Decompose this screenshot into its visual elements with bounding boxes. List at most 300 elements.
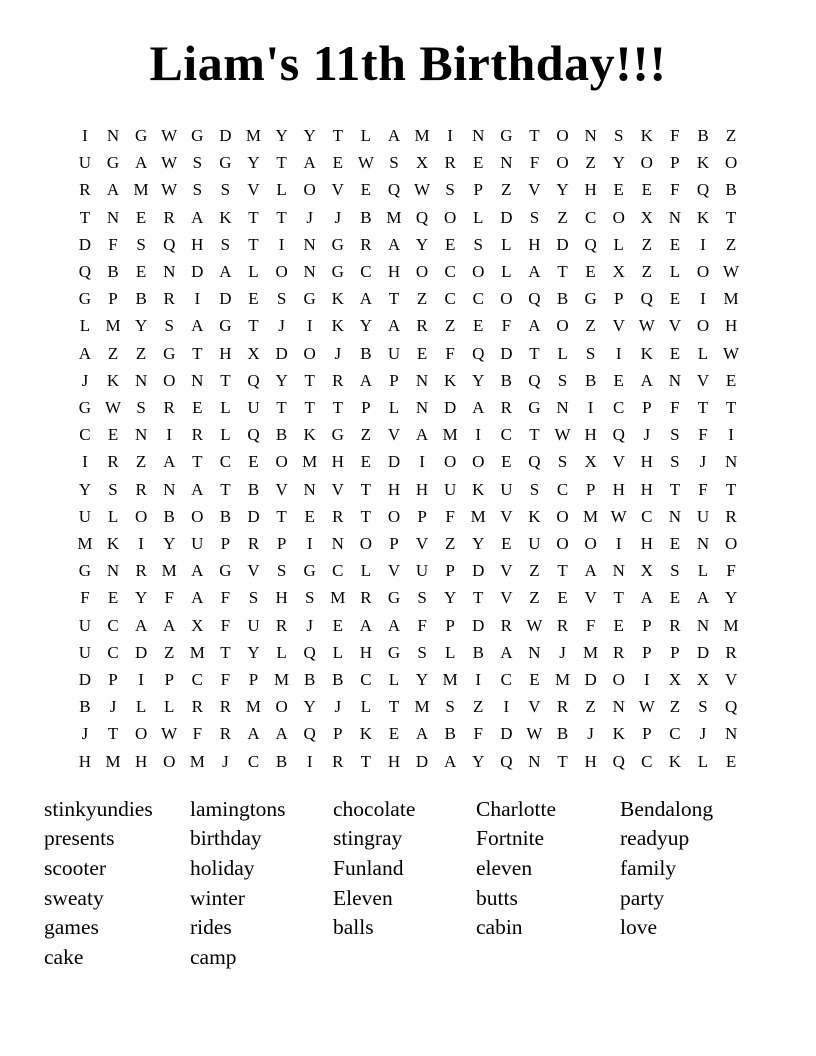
grid-cell[interactable]: K xyxy=(472,479,485,499)
grid-cell[interactable]: T xyxy=(473,588,484,608)
grid-cell[interactable]: E xyxy=(388,724,400,744)
grid-cell[interactable]: E xyxy=(473,153,484,173)
grid-cell[interactable]: F xyxy=(529,153,540,173)
grid-cell[interactable]: L xyxy=(276,642,287,662)
grid-cell[interactable]: R xyxy=(500,615,512,635)
grid-cell[interactable]: F xyxy=(80,588,90,608)
grid-cell[interactable]: S xyxy=(557,370,568,390)
grid-cell[interactable]: P xyxy=(585,479,596,499)
grid-cell[interactable]: Z xyxy=(641,234,652,254)
grid-cell[interactable]: C xyxy=(444,289,456,309)
grid-cell[interactable]: M xyxy=(414,126,430,145)
grid-cell[interactable]: C xyxy=(556,479,569,499)
grid-cell[interactable]: P xyxy=(613,289,624,309)
grid-cell[interactable]: N xyxy=(134,425,148,445)
grid-cell[interactable]: R xyxy=(613,642,625,662)
grid-cell[interactable]: Y xyxy=(724,588,738,608)
grid-cell[interactable]: D xyxy=(415,751,429,771)
grid-cell[interactable]: R xyxy=(332,751,344,771)
grid-cell[interactable]: W xyxy=(554,425,571,445)
grid-cell[interactable]: E xyxy=(107,425,119,445)
grid-cell[interactable]: D xyxy=(78,670,92,690)
grid-cell[interactable]: N xyxy=(303,262,316,282)
grid-cell[interactable]: T xyxy=(557,262,568,282)
grid-cell[interactable]: C xyxy=(444,262,456,282)
grid-cell[interactable]: B xyxy=(79,697,91,717)
grid-cell[interactable]: M xyxy=(161,561,177,581)
grid-cell[interactable]: T xyxy=(557,561,568,581)
grid-cell[interactable]: E xyxy=(332,615,343,635)
grid-cell[interactable]: R xyxy=(725,642,737,662)
grid-cell[interactable]: O xyxy=(303,343,316,363)
grid-cell[interactable]: I xyxy=(587,398,594,418)
grid-cell[interactable]: E xyxy=(304,506,315,526)
grid-cell[interactable]: A xyxy=(163,452,176,472)
grid-cell[interactable]: E xyxy=(444,234,456,254)
grid-cell[interactable]: Z xyxy=(416,289,428,309)
grid-cell[interactable]: V xyxy=(612,452,625,472)
grid-cell[interactable]: A xyxy=(247,724,260,744)
grid-cell[interactable]: R xyxy=(332,370,344,390)
word-list-item[interactable]: sweaty xyxy=(44,885,104,910)
grid-cell[interactable]: K xyxy=(106,370,120,390)
word-list-item[interactable]: scooter xyxy=(44,856,107,881)
grid-cell[interactable]: B xyxy=(500,370,512,390)
grid-cell[interactable]: S xyxy=(698,697,708,717)
grid-cell[interactable]: P xyxy=(417,506,427,526)
grid-cell[interactable]: P xyxy=(276,534,287,554)
grid-cell[interactable]: Z xyxy=(444,534,456,554)
grid-cell[interactable]: W xyxy=(161,180,178,200)
grid-cell[interactable]: A xyxy=(191,561,204,581)
grid-cell[interactable]: Z xyxy=(135,343,147,363)
grid-cell[interactable]: G xyxy=(387,588,401,608)
grid-cell[interactable]: O xyxy=(275,697,288,717)
grid-cell[interactable]: V xyxy=(668,316,682,336)
grid-cell[interactable]: M xyxy=(386,207,402,227)
grid-cell[interactable]: T xyxy=(725,207,737,227)
grid-cell[interactable]: O xyxy=(696,262,710,282)
grid-cell[interactable]: H xyxy=(584,751,597,771)
grid-cell[interactable]: T xyxy=(220,479,231,499)
grid-cell[interactable]: Z xyxy=(444,316,456,336)
grid-cell[interactable]: E xyxy=(416,343,428,363)
grid-cell[interactable]: A xyxy=(528,262,541,282)
grid-cell[interactable]: T xyxy=(529,126,540,145)
grid-cell[interactable]: O xyxy=(303,180,316,200)
grid-cell[interactable]: H xyxy=(528,234,541,254)
grid-cell[interactable]: T xyxy=(613,588,624,608)
grid-cell[interactable]: K xyxy=(331,289,344,309)
grid-cell[interactable]: N xyxy=(668,506,682,526)
grid-cell[interactable]: V xyxy=(528,180,541,200)
grid-cell[interactable]: M xyxy=(105,751,121,771)
grid-cell[interactable]: M xyxy=(189,642,205,662)
grid-cell[interactable]: G xyxy=(331,262,344,282)
grid-cell[interactable]: J xyxy=(81,724,89,744)
grid-cell[interactable]: U xyxy=(387,343,401,363)
grid-cell[interactable]: S xyxy=(529,207,540,227)
grid-cell[interactable]: M xyxy=(245,126,262,145)
grid-cell[interactable]: V xyxy=(247,180,260,200)
grid-cell[interactable]: C xyxy=(107,642,119,662)
word-list-item[interactable]: butts xyxy=(476,885,518,910)
grid-cell[interactable]: C xyxy=(360,670,372,690)
word-list-item[interactable]: camp xyxy=(190,944,237,969)
grid-cell[interactable]: N xyxy=(106,126,120,145)
grid-cell[interactable]: W xyxy=(161,126,178,145)
grid-cell[interactable]: N xyxy=(528,751,541,771)
grid-cell[interactable]: F xyxy=(698,425,708,445)
grid-cell[interactable]: G xyxy=(78,398,92,418)
grid-cell[interactable]: R xyxy=(219,697,232,717)
grid-cell[interactable]: S xyxy=(670,561,680,581)
grid-cell[interactable]: T xyxy=(388,289,400,309)
grid-cell[interactable]: Y xyxy=(556,180,569,200)
grid-cell[interactable]: C xyxy=(641,751,653,771)
grid-cell[interactable]: Q xyxy=(724,697,738,717)
grid-cell[interactable]: M xyxy=(583,642,599,662)
grid-cell[interactable]: O xyxy=(556,316,569,336)
grid-cell[interactable]: A xyxy=(78,343,92,363)
grid-cell[interactable]: I xyxy=(82,126,88,145)
grid-cell[interactable]: I xyxy=(166,425,173,445)
word-list-item[interactable]: Bendalong xyxy=(620,796,714,821)
grid-cell[interactable]: C xyxy=(500,425,512,445)
grid-cell[interactable]: H xyxy=(191,234,204,254)
grid-cell[interactable]: N xyxy=(106,207,120,227)
grid-cell[interactable]: I xyxy=(306,751,313,771)
grid-cell[interactable]: P xyxy=(445,615,455,635)
grid-cell[interactable]: C xyxy=(641,506,653,526)
grid-cell[interactable]: T xyxy=(529,343,540,363)
grid-cell[interactable]: S xyxy=(529,479,540,499)
grid-cell[interactable]: K xyxy=(219,207,232,227)
grid-cell[interactable]: M xyxy=(414,697,430,717)
grid-cell[interactable]: P xyxy=(642,615,652,635)
grid-cell[interactable]: W xyxy=(161,153,178,173)
grid-cell[interactable]: S xyxy=(276,561,287,581)
grid-cell[interactable]: Q xyxy=(584,234,597,254)
grid-cell[interactable]: Q xyxy=(415,207,429,227)
grid-cell[interactable]: D xyxy=(191,262,204,282)
grid-cell[interactable]: G xyxy=(163,343,176,363)
grid-cell[interactable]: E xyxy=(725,751,737,771)
grid-cell[interactable]: D xyxy=(472,561,485,581)
grid-cell[interactable]: I xyxy=(728,425,734,445)
grid-cell[interactable]: B xyxy=(444,724,456,744)
grid-cell[interactable]: P xyxy=(445,561,455,581)
grid-cell[interactable]: E xyxy=(669,588,681,608)
grid-cell[interactable]: N xyxy=(163,262,176,282)
grid-cell[interactable]: K xyxy=(640,126,653,145)
grid-cell[interactable]: E xyxy=(669,234,681,254)
grid-cell[interactable]: Y xyxy=(472,370,485,390)
grid-cell[interactable]: A xyxy=(528,316,541,336)
grid-cell[interactable]: J xyxy=(699,724,707,744)
grid-cell[interactable]: B xyxy=(697,126,709,145)
grid-cell[interactable]: R xyxy=(247,534,260,554)
grid-cell[interactable]: N xyxy=(415,370,429,390)
grid-cell[interactable]: L xyxy=(473,207,484,227)
grid-cell[interactable]: T xyxy=(725,479,737,499)
grid-cell[interactable]: Z xyxy=(473,697,484,717)
grid-cell[interactable]: A xyxy=(640,370,653,390)
grid-cell[interactable]: V xyxy=(331,180,344,200)
grid-cell[interactable]: E xyxy=(557,588,568,608)
grid-cell[interactable]: V xyxy=(247,561,260,581)
grid-cell[interactable]: N xyxy=(331,534,344,554)
grid-cell[interactable]: I xyxy=(475,425,482,445)
grid-cell[interactable]: D xyxy=(472,615,485,635)
grid-cell[interactable]: A xyxy=(134,615,148,635)
grid-cell[interactable]: F xyxy=(473,724,483,744)
word-list-item[interactable]: lamingtons xyxy=(190,796,286,821)
grid-cell[interactable]: J xyxy=(334,343,342,363)
grid-cell[interactable]: Z xyxy=(585,153,596,173)
word-list-item[interactable]: Funland xyxy=(333,856,404,881)
grid-cell[interactable]: E xyxy=(360,180,372,200)
grid-cell[interactable]: K xyxy=(444,370,457,390)
grid-cell[interactable]: D xyxy=(500,343,513,363)
grid-cell[interactable]: F xyxy=(192,724,203,744)
grid-cell[interactable]: A xyxy=(415,724,429,744)
grid-cell[interactable]: R xyxy=(79,180,91,200)
grid-cell[interactable]: C xyxy=(669,724,681,744)
grid-cell[interactable]: Y xyxy=(275,126,288,145)
grid-cell[interactable]: A xyxy=(584,561,597,581)
grid-cell[interactable]: P xyxy=(670,642,680,662)
grid-cell[interactable]: Z xyxy=(585,697,596,717)
grid-cell[interactable]: Z xyxy=(360,425,372,445)
grid-cell[interactable]: S xyxy=(108,479,118,499)
grid-cell[interactable]: U xyxy=(696,506,710,526)
grid-cell[interactable]: V xyxy=(275,479,288,499)
word-list-item[interactable]: party xyxy=(620,885,665,910)
grid-cell[interactable]: I xyxy=(138,670,144,690)
grid-cell[interactable]: F xyxy=(698,479,708,499)
grid-cell[interactable]: H xyxy=(275,588,288,608)
grid-cell[interactable]: B xyxy=(275,751,288,771)
grid-cell[interactable]: N xyxy=(472,126,485,145)
grid-cell[interactable]: K xyxy=(528,506,541,526)
grid-cell[interactable]: K xyxy=(612,724,625,744)
grid-cell[interactable]: V xyxy=(415,534,429,554)
grid-cell[interactable]: P xyxy=(389,534,399,554)
word-list-item[interactable]: readyup xyxy=(620,826,690,851)
grid-cell[interactable]: I xyxy=(138,534,144,554)
grid-cell[interactable]: K xyxy=(696,207,710,227)
grid-cell[interactable]: Q xyxy=(528,452,541,472)
grid-cell[interactable]: O xyxy=(556,506,569,526)
grid-cell[interactable]: U xyxy=(247,398,260,418)
grid-cell[interactable]: N xyxy=(106,561,120,581)
grid-cell[interactable]: I xyxy=(447,126,453,145)
letter-grid[interactable] xyxy=(71,122,745,775)
grid-cell[interactable]: C xyxy=(191,670,203,690)
grid-cell[interactable]: Y xyxy=(134,588,148,608)
word-list-item[interactable]: Charlotte xyxy=(476,796,557,821)
grid-cell[interactable]: I xyxy=(503,697,510,717)
grid-cell[interactable]: L xyxy=(135,697,147,717)
grid-cell[interactable]: S xyxy=(417,588,427,608)
grid-cell[interactable]: Y xyxy=(415,234,429,254)
grid-cell[interactable]: Y xyxy=(415,670,429,690)
grid-cell[interactable]: C xyxy=(332,561,344,581)
grid-cell[interactable]: N xyxy=(724,724,738,744)
grid-cell[interactable]: Q xyxy=(472,343,485,363)
grid-cell[interactable]: E xyxy=(248,289,259,309)
grid-cell[interactable]: J xyxy=(559,642,566,662)
grid-cell[interactable]: S xyxy=(473,234,483,254)
grid-cell[interactable]: T xyxy=(697,398,709,418)
grid-cell[interactable]: F xyxy=(220,588,231,608)
grid-cell[interactable]: T xyxy=(360,479,372,499)
grid-cell[interactable]: R xyxy=(219,724,232,744)
grid-cell[interactable]: A xyxy=(191,479,204,499)
grid-cell[interactable]: V xyxy=(387,425,401,445)
grid-cell[interactable]: R xyxy=(556,697,569,717)
grid-cell[interactable]: L xyxy=(388,670,400,690)
grid-cell[interactable]: H xyxy=(387,262,401,282)
grid-cell[interactable]: M xyxy=(133,180,149,200)
grid-cell[interactable]: A xyxy=(472,398,485,418)
word-list-item[interactable]: rides xyxy=(190,915,232,940)
grid-cell[interactable]: O xyxy=(500,289,513,309)
grid-cell[interactable]: T xyxy=(304,398,315,418)
word-list-item[interactable]: birthday xyxy=(190,826,262,851)
grid-cell[interactable]: R xyxy=(556,615,569,635)
grid-cell[interactable]: H xyxy=(724,316,738,336)
grid-cell[interactable]: J xyxy=(643,425,651,445)
grid-cell[interactable]: Q xyxy=(303,724,316,744)
grid-cell[interactable]: V xyxy=(612,316,625,336)
grid-cell[interactable]: Z xyxy=(669,697,681,717)
grid-cell[interactable]: F xyxy=(220,670,231,690)
grid-cell[interactable]: L xyxy=(697,561,709,581)
grid-cell[interactable]: L xyxy=(697,751,709,771)
grid-cell[interactable]: U xyxy=(247,615,260,635)
grid-cell[interactable]: Q xyxy=(78,262,92,282)
grid-cell[interactable]: Z xyxy=(501,180,512,200)
grid-cell[interactable]: H xyxy=(584,180,597,200)
grid-cell[interactable]: M xyxy=(105,316,121,336)
grid-cell[interactable]: T xyxy=(276,207,287,227)
grid-cell[interactable]: V xyxy=(387,561,401,581)
grid-cell[interactable]: O xyxy=(444,452,457,472)
grid-cell[interactable]: E xyxy=(613,180,624,200)
grid-cell[interactable]: W xyxy=(723,343,740,363)
grid-cell[interactable]: B xyxy=(219,506,232,526)
grid-cell[interactable]: T xyxy=(248,234,259,254)
grid-cell[interactable]: F xyxy=(445,506,455,526)
grid-cell[interactable]: O xyxy=(556,534,569,554)
word-list-item[interactable]: eleven xyxy=(476,856,533,881)
grid-cell[interactable]: M xyxy=(189,751,205,771)
grid-cell[interactable]: D xyxy=(556,234,569,254)
grid-cell[interactable]: Y xyxy=(247,642,260,662)
grid-cell[interactable]: U xyxy=(78,506,92,526)
grid-cell[interactable]: R xyxy=(332,506,344,526)
grid-cell[interactable]: G xyxy=(106,153,120,173)
grid-cell[interactable]: D xyxy=(134,642,148,662)
grid-cell[interactable]: B xyxy=(332,670,344,690)
grid-cell[interactable]: O xyxy=(134,506,148,526)
grid-cell[interactable]: E xyxy=(669,343,681,363)
grid-cell[interactable]: S xyxy=(670,452,680,472)
grid-cell[interactable]: I xyxy=(306,316,313,336)
grid-cell[interactable]: I xyxy=(419,452,425,472)
grid-cell[interactable]: W xyxy=(526,724,543,744)
grid-cell[interactable]: X xyxy=(584,452,597,472)
grid-cell[interactable]: R xyxy=(725,506,737,526)
grid-cell[interactable]: Z xyxy=(725,126,737,145)
grid-cell[interactable]: G xyxy=(78,289,92,309)
grid-cell[interactable]: E xyxy=(585,262,596,282)
grid-cell[interactable]: G xyxy=(303,289,316,309)
grid-cell[interactable]: A xyxy=(191,588,204,608)
grid-cell[interactable]: M xyxy=(245,697,262,717)
grid-cell[interactable]: D xyxy=(500,724,513,744)
grid-cell[interactable]: W xyxy=(357,153,374,173)
grid-cell[interactable]: I xyxy=(194,289,201,309)
grid-cell[interactable]: N xyxy=(668,207,682,227)
grid-cell[interactable]: H xyxy=(584,425,597,445)
grid-cell[interactable]: E xyxy=(360,452,372,472)
grid-cell[interactable]: Y xyxy=(78,479,92,499)
grid-cell[interactable]: I xyxy=(700,234,706,254)
grid-cell[interactable]: L xyxy=(332,642,343,662)
grid-cell[interactable]: M xyxy=(583,506,599,526)
grid-cell[interactable]: P xyxy=(642,642,652,662)
grid-cell[interactable]: C xyxy=(584,207,597,227)
grid-cell[interactable]: J xyxy=(587,724,594,744)
grid-cell[interactable]: I xyxy=(643,670,650,690)
grid-cell[interactable]: X xyxy=(612,262,625,282)
grid-cell[interactable]: R xyxy=(191,425,203,445)
grid-cell[interactable]: L xyxy=(697,343,709,363)
grid-cell[interactable]: V xyxy=(696,370,710,390)
grid-cell[interactable]: J xyxy=(306,615,313,635)
grid-cell[interactable]: U xyxy=(78,615,92,635)
grid-cell[interactable]: A xyxy=(415,425,429,445)
grid-cell[interactable]: N xyxy=(612,561,625,581)
grid-cell[interactable]: R xyxy=(135,561,147,581)
grid-cell[interactable]: P xyxy=(220,534,231,554)
grid-cell[interactable]: A xyxy=(387,615,401,635)
grid-cell[interactable]: P xyxy=(164,670,174,690)
grid-cell[interactable]: W xyxy=(610,506,627,526)
grid-cell[interactable]: O xyxy=(444,207,457,227)
grid-cell[interactable]: B xyxy=(360,343,372,363)
grid-cell[interactable]: Q xyxy=(612,425,625,445)
grid-cell[interactable]: D xyxy=(247,506,260,526)
grid-cell[interactable]: Y xyxy=(359,316,372,336)
grid-cell[interactable]: J xyxy=(278,316,285,336)
grid-cell[interactable]: M xyxy=(274,670,290,690)
grid-cell[interactable]: A xyxy=(640,588,653,608)
grid-cell[interactable]: P xyxy=(670,153,680,173)
grid-cell[interactable]: L xyxy=(444,642,456,662)
grid-cell[interactable]: H xyxy=(640,452,653,472)
grid-cell[interactable]: N xyxy=(303,479,316,499)
word-list-item[interactable]: holiday xyxy=(190,856,255,881)
grid-cell[interactable]: G xyxy=(584,289,597,309)
grid-cell[interactable]: Q xyxy=(528,370,541,390)
grid-cell[interactable]: Z xyxy=(585,316,596,336)
grid-cell[interactable]: A xyxy=(106,180,120,200)
grid-cell[interactable]: H xyxy=(134,751,148,771)
